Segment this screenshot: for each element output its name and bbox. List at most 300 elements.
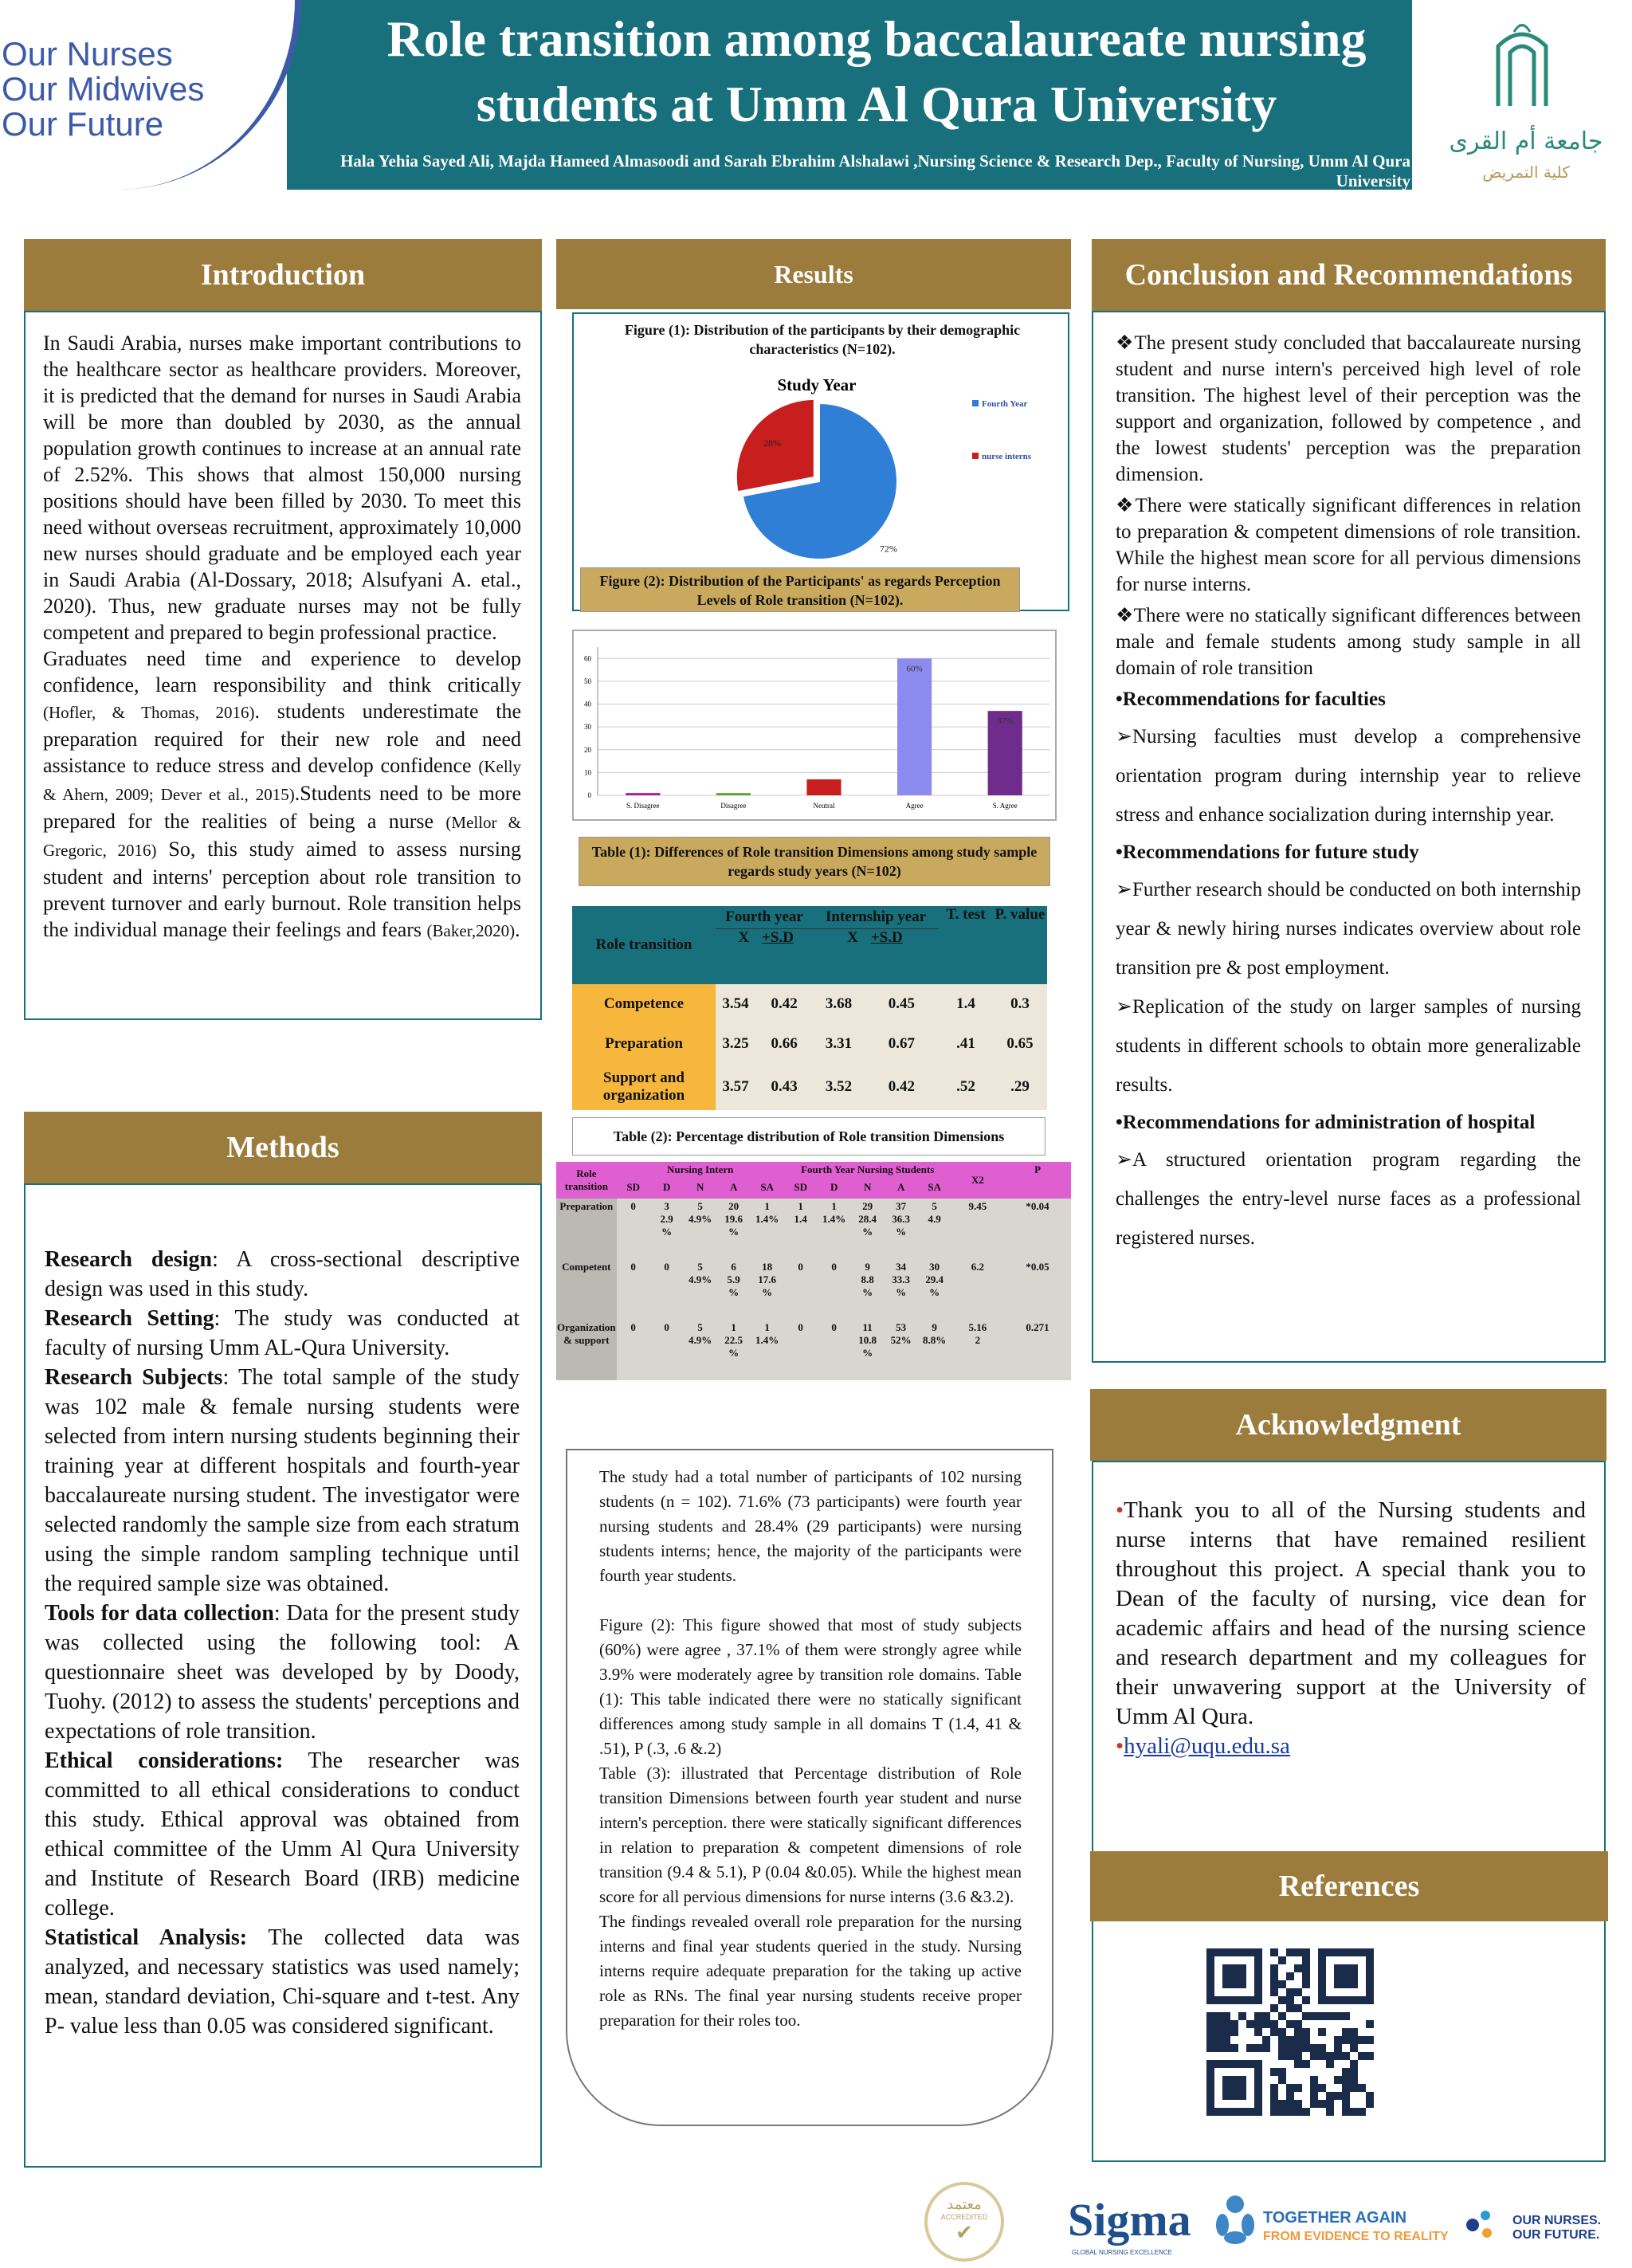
summary-paragraph: The study had a total number of participants of 102 nursing students (n = 102). 71.6% (73 participants) were fourth year nursing students and 28.4% (29 participants) were nursing students interns; hence, the majority of the participants were fourth year students. — [599, 1467, 1022, 1585]
intro-paragraph: In Saudi Arabia, nurses make important contributions to the healthcare sector as healthcare providers. Moreover, it is predicted that the demand for nurses in Saudi Arabia will be more than doubled by 2030, as the annual population growth continues to increase at an annual rate of 2.52%. This shows that almost 150,000 nursing positions should have been filled by 2030. To meet this need without overseas recruitment, approximately 10,000 new nurses should graduate and be employed each year in Saudi Arabia (Al-Dossary, 2018; Alsufyani A. etal., 2020). Thus, new graduate nurses may not be fully competent and prepared to begin professional practice. — [43, 332, 521, 644]
conclusion-text — [1116, 330, 1581, 1258]
qr-module — [1206, 2028, 1214, 2036]
bar — [897, 658, 932, 795]
qr-module — [1294, 2084, 1302, 2092]
summary-paragraph: The findings revealed overall role preparation for the nursing interns and final year students queried in the study. Nursing interns require adequate preparation for the taking up active role as RNs. The final year nursing students receive proper preparation for their roles too. — [599, 1912, 1022, 2030]
figure2-caption: Figure (2): Distribution of the Participants' as regards Perception Levels of Role transition (N=102). — [580, 567, 1020, 612]
table1-cell: 0.67 — [888, 1035, 916, 1052]
bar-data-label: 37% — [997, 716, 1014, 727]
qr-module — [1310, 2100, 1318, 2108]
table1-row — [572, 984, 1047, 1024]
qr-module — [1278, 2108, 1286, 2116]
recommendation-item — [1116, 987, 1581, 1105]
table2-header-fourth: Fourth Year Nursing Students — [801, 1163, 935, 1175]
table2-x2: 5.16 2 — [968, 1321, 987, 1346]
university-name-arabic: جامعة أم القرى — [1449, 128, 1603, 155]
arrow-bullet-icon: ➢ — [1116, 879, 1132, 901]
qr-module — [1302, 2036, 1310, 2044]
qr-module — [1278, 2068, 1286, 2076]
table2-row-label: Organization & support — [556, 1320, 617, 1380]
bar — [626, 793, 660, 795]
qr-module — [1206, 2020, 1214, 2028]
table1-cell: .52 — [956, 1078, 975, 1095]
recommendation-item — [1116, 717, 1581, 834]
qr-module — [1222, 2044, 1230, 2052]
qr-module — [1270, 2108, 1278, 2116]
table1-header-role: Role transition — [595, 936, 692, 953]
table2-subheader: A — [729, 1181, 738, 1193]
table1-header-sd: +S.D — [870, 928, 903, 946]
qr-module — [1334, 2012, 1342, 2020]
method-item — [45, 1306, 520, 1360]
table1-cell: .29 — [1010, 1078, 1030, 1095]
qr-module — [1270, 1988, 1278, 1996]
results-heading: Results — [556, 239, 1071, 309]
table1-header-mean: X — [738, 928, 750, 946]
qr-module — [1342, 2028, 1350, 2036]
table2-cell: 0 — [630, 1261, 636, 1273]
qr-module — [1206, 2036, 1214, 2044]
email-link[interactable]: hyali@uqu.edu.sa — [1124, 1733, 1290, 1759]
table2-cell: 0 — [664, 1261, 669, 1273]
y-tick-label: 10 — [584, 768, 591, 777]
accredited-arabic: معتمد — [947, 2196, 982, 2213]
qr-module — [1366, 2036, 1374, 2044]
qr-module — [1246, 2044, 1254, 2052]
sigma-logo: Sigma — [1068, 2194, 1191, 2246]
qr-module — [1294, 2052, 1302, 2060]
qr-module — [1270, 2068, 1278, 2076]
table1-row — [572, 1064, 1047, 1110]
table1-header-intern: Internship year — [813, 906, 939, 928]
methods-text — [45, 1245, 520, 2041]
table2-cell: 6 5.9 % — [727, 1261, 740, 1298]
method-text: : A cross-sectional descriptive design was used in this study. — [45, 1247, 520, 1301]
poster-title: Role transition among baccalaureate nursing students at Umm Al Qura University — [386, 10, 1367, 132]
qr-module — [1334, 2092, 1342, 2100]
qr-module — [1286, 2052, 1294, 2060]
qr-module — [1366, 2020, 1374, 2028]
table2-row-label: Preparation — [556, 1199, 617, 1259]
faculty-name-arabic: كلية التمريض — [1482, 163, 1570, 182]
recommendation-heading: •Recommendations for future study — [1116, 842, 1419, 863]
table2-x2: 9.45 — [968, 1200, 987, 1212]
qr-module — [1262, 2036, 1270, 2044]
qr-module — [1270, 1972, 1278, 1980]
table2-cell: 29 28.4 % — [858, 1200, 877, 1238]
table1-header-ttest: T. test — [946, 906, 986, 923]
qr-module — [1318, 2100, 1326, 2108]
qr-module — [1358, 2084, 1366, 2092]
qr-module — [1270, 2084, 1278, 2092]
table2-row — [556, 1259, 1071, 1320]
arrow-bullet-icon: ➢ — [1116, 726, 1132, 747]
qr-module — [1286, 2084, 1294, 2092]
table1-cell: 0.65 — [1006, 1035, 1034, 1052]
recommendation-item — [1116, 870, 1581, 987]
x-tick-label: Agree — [905, 802, 924, 810]
qr-module — [1342, 2068, 1350, 2076]
qr-module — [1270, 2092, 1278, 2100]
table2-header-p: P — [1034, 1163, 1042, 1175]
qr-module — [1294, 1964, 1302, 1972]
method-label: Tools for data collection — [45, 1601, 274, 1626]
table2-cell: 34 33.3 % — [892, 1261, 911, 1298]
recommendation-text: Further research should be conducted on both internship year & newly hiring nurses indicates overview about role transition pre & post employment. — [1116, 879, 1582, 979]
qr-module — [1262, 2012, 1270, 2020]
poster-authors: Hala Yehia Sayed Ali, Majda Hameed Almasoodi and Sarah Ebrahim Alshalawi ,Nursing Science & Research Dep., Faculty of Nursing, Umm Al Qura University — [340, 151, 1410, 190]
table2-p: *0.04 — [1026, 1200, 1049, 1212]
table2-cell: 1 1.4% — [755, 1200, 779, 1225]
table2-cell: 5 4.9 — [928, 1200, 941, 1225]
qr-module — [1294, 2036, 1302, 2044]
qr-module — [1214, 2044, 1222, 2052]
method-item — [45, 1247, 520, 1301]
qr-module — [1326, 2012, 1334, 2020]
qr-module — [1214, 2012, 1222, 2020]
qr-module — [1318, 2012, 1326, 2020]
slogan-line: Our Midwives — [2, 70, 205, 108]
table2-subheader: SD — [626, 1181, 640, 1193]
method-label: Research Subjects — [45, 1365, 223, 1390]
figure1-panel — [572, 312, 1069, 611]
qr-module — [1286, 1948, 1294, 1956]
y-tick-label: 40 — [584, 700, 591, 708]
acknowledgment-panel — [1092, 1461, 1606, 2162]
diamond-bullet-icon: ❖ — [1116, 495, 1136, 516]
qr-module — [1294, 1988, 1302, 1996]
qr-module — [1326, 2060, 1334, 2068]
results-summary-box — [566, 1449, 1053, 2126]
qr-module — [1334, 2036, 1342, 2044]
table1-header-pvalue: P. value — [994, 906, 1046, 923]
method-text: : The study was conducted at faculty of nursing Umm AL-Qura University. — [45, 1306, 520, 1360]
table2-subheader: D — [830, 1181, 838, 1193]
qr-module — [1270, 2004, 1278, 2012]
recommendation-text: Replication of the study on larger samples of nursing students in different schools to obtain more generalizable results. — [1116, 996, 1581, 1096]
table1-row-label: Preparation — [572, 1024, 716, 1064]
table2-cell: 9 8.8 % — [861, 1261, 874, 1298]
qr-module — [1286, 2020, 1294, 2028]
our-nurses-line: OUR NURSES. — [1512, 2214, 1602, 2227]
figure1-caption: Figure (1): Distribution of the participants by their demographic characteristics (N=102). — [624, 322, 1021, 357]
intro-paragraph: Graduates need time and experience to develop confidence, learn responsibility and think critically — [43, 647, 521, 696]
bullet-icon: • — [1116, 1497, 1124, 1523]
check-icon: ✔ — [955, 2221, 973, 2244]
method-label: Ethical considerations: — [45, 1748, 284, 1773]
qr-module — [1278, 2028, 1286, 2036]
qr-module — [1302, 1996, 1310, 2004]
qr-module — [1350, 2028, 1358, 2036]
table2-subheader: SA — [928, 1181, 941, 1193]
qr-module — [1278, 1980, 1286, 1988]
intro-paragraph: . — [515, 918, 520, 941]
qr-module — [1214, 2028, 1222, 2036]
qr-module — [1342, 2012, 1350, 2020]
summary-paragraph: Figure (2): This figure showed that most of study subjects (60%) were agree , 37.1% of them were strongly agree while 3.9% were moderately agree by transition role domains. Table (1): This table indicated there were no statically significant differences among study sample in all domains T (1.4, 41 & .51), P (.3, .6 &.2) — [599, 1615, 1022, 1758]
qr-module — [1278, 2044, 1286, 2052]
table2-header-role: Role transition — [564, 1167, 608, 1192]
qr-module — [1302, 1972, 1310, 1980]
campaign-slogan — [2, 37, 273, 142]
qr-module — [1358, 2052, 1366, 2060]
conclusion-bullet — [1116, 602, 1581, 681]
qr-module — [1294, 1948, 1302, 1956]
arrow-bullet-icon: ➢ — [1116, 1149, 1132, 1171]
qr-module — [1222, 2012, 1230, 2020]
qr-module — [1310, 2012, 1318, 2020]
table2-cell: 11 10.8 % — [858, 1321, 877, 1359]
table2-cell: 30 29.4 % — [925, 1261, 944, 1298]
qr-module — [1302, 2060, 1310, 2068]
table2-cell: 1 1.4% — [755, 1321, 779, 1346]
table2-x2: 6.2 — [971, 1261, 985, 1273]
qr-module — [1302, 1948, 1310, 1956]
y-tick-label: 50 — [584, 677, 591, 685]
perception-bar-chart — [574, 631, 1058, 822]
method-item — [45, 1925, 520, 2038]
table2-cell: 18 17.6 % — [758, 1261, 777, 1298]
legend-swatch — [972, 400, 979, 406]
qr-module — [1342, 2100, 1350, 2108]
sigma-tagline: GLOBAL NURSING EXCELLENCE — [1072, 2249, 1172, 2256]
table2-subheader: SA — [760, 1181, 774, 1193]
qr-module — [1286, 1972, 1294, 1980]
conclusion-bullet-text: There were statically significant differences in relation to preparation & competent dimensions of role transition. While the highest mean score for all pervious dimensions for nurse interns. — [1116, 495, 1581, 595]
qr-module — [1270, 1948, 1278, 1956]
qr-finder — [1222, 2076, 1246, 2100]
table2-cell: 0 — [798, 1321, 803, 1333]
evidence-text: FROM EVIDENCE TO REALITY — [1263, 2230, 1449, 2243]
bar — [806, 779, 841, 795]
table2-cell: 1 1.4 — [794, 1200, 807, 1225]
method-label: Statistical Analysis: — [45, 1925, 248, 1950]
qr-module — [1342, 2092, 1350, 2100]
table1-cell: 0.66 — [771, 1035, 798, 1052]
table1-cell: 0.45 — [888, 995, 916, 1012]
qr-module — [1342, 2076, 1350, 2084]
qr-module — [1286, 2044, 1294, 2052]
campaign-logo — [0, 0, 301, 190]
qr-module — [1310, 2044, 1318, 2052]
references-heading: References — [1090, 1851, 1608, 1921]
x-tick-label: Neutral — [813, 802, 835, 810]
qr-module — [1286, 2036, 1294, 2044]
poster-header — [0, 0, 1632, 190]
accredited-label: ACCREDITED — [940, 2213, 988, 2221]
table1-cell: 3.25 — [722, 1035, 749, 1052]
qr-module — [1214, 2036, 1222, 2044]
table1-row — [572, 1024, 1047, 1064]
citation: (Baker,2020) — [426, 921, 516, 940]
qr-module — [1294, 2100, 1302, 2108]
qr-module — [1350, 2068, 1358, 2076]
acknowledgment-heading: Acknowledgment — [1090, 1389, 1606, 1461]
table2-header-x2: X2 — [971, 1174, 984, 1186]
qr-module — [1294, 2028, 1302, 2036]
table1-header-mean: X — [847, 928, 858, 946]
qr-module — [1270, 2100, 1278, 2108]
qr-module — [1278, 1956, 1286, 1964]
qr-module — [1350, 2084, 1358, 2092]
qr-module — [1310, 2076, 1318, 2084]
table2-subheader: N — [863, 1181, 872, 1193]
introduction-text — [43, 330, 521, 944]
table1-header-fourth: Fourth year — [716, 906, 813, 928]
qr-module — [1334, 2044, 1342, 2052]
slogan-line: Our Nurses — [2, 35, 173, 73]
table2-subheader: D — [662, 1181, 671, 1193]
conclusion-bullet-text: There were no statically significant differences between male and female students among study sample in all domain of role transition — [1116, 605, 1581, 679]
methods-heading: Methods — [24, 1112, 542, 1183]
university-emblem-icon — [1490, 14, 1554, 110]
qr-module — [1358, 2108, 1366, 2116]
qr-module — [1342, 2084, 1350, 2092]
qr-module — [1286, 2108, 1294, 2116]
qr-module — [1342, 2036, 1350, 2044]
table1-header-sd: +S.D — [762, 928, 794, 946]
qr-module — [1294, 2108, 1302, 2116]
qr-module — [1366, 2100, 1374, 2108]
qr-module — [1310, 2092, 1318, 2100]
qr-module — [1270, 1964, 1278, 1972]
qr-module — [1206, 2012, 1214, 2020]
together-again-text: TOGETHER AGAIN — [1263, 2209, 1407, 2227]
qr-module — [1342, 2108, 1350, 2116]
table2-header-intern: Nursing Intern — [666, 1163, 734, 1175]
method-text: The collected data was analyzed, and necessary statistics was used namely; mean, standard deviation, Chi-square and t-test. Any P- value less than 0.05 was considered significant. — [45, 1925, 520, 2038]
qr-module — [1334, 2052, 1342, 2060]
results-summary-text — [599, 1465, 1022, 2033]
qr-module — [1342, 2052, 1350, 2060]
method-text: : Data for the present study was collected using the following tool: A questionnaire sheet was developed by by Doody, Tuohy. (2012) to assess the students' perceptions and expectations of role transition. — [45, 1601, 520, 1744]
qr-module — [1318, 2028, 1326, 2036]
qr-module — [1326, 2052, 1334, 2060]
qr-module — [1302, 2028, 1310, 2036]
qr-module — [1350, 2060, 1358, 2068]
introduction-heading: Introduction — [24, 239, 542, 311]
pie-slice-label: 28% — [763, 438, 782, 449]
qr-module — [1278, 1996, 1286, 2004]
table2-row — [556, 1320, 1071, 1380]
table2-cell: 0 — [630, 1321, 636, 1333]
qr-module — [1270, 2020, 1278, 2028]
qr-module — [1318, 2052, 1326, 2060]
qr-module — [1254, 2028, 1262, 2036]
y-tick-label: 20 — [584, 745, 591, 754]
qr-module — [1238, 2012, 1246, 2020]
table1-cell: 0.3 — [1010, 995, 1030, 1012]
qr-module — [1302, 1980, 1310, 1988]
qr-module — [1222, 2020, 1230, 2028]
table2-p: *0.05 — [1026, 1261, 1049, 1273]
qr-module — [1278, 2100, 1286, 2108]
qr-module — [1254, 2020, 1262, 2028]
slogan-line: Our Future — [2, 105, 164, 143]
method-item — [45, 1748, 520, 1921]
table2-cell: 20 19.6 % — [724, 1200, 743, 1238]
qr-module — [1318, 2044, 1326, 2052]
method-label: Research Setting — [45, 1306, 214, 1331]
recommendation-text: Nursing faculties must develop a comprehensive orientation program during internship year to relieve stress and enhance socialization during internship year. — [1116, 726, 1581, 826]
legend-label: nurse interns — [982, 452, 1032, 461]
method-text: The researcher was committed to all ethical considerations to conduct this study. Ethical approval was obtained from ethical committee of the Umm Al Qura University and Institute of Research Board (IRB) medicine college. — [45, 1748, 520, 1921]
pie-title: Study Year — [777, 375, 857, 394]
table2-subheader: A — [896, 1181, 905, 1193]
qr-module — [1334, 2076, 1342, 2084]
qr-module — [1222, 2036, 1230, 2044]
our-nurses-logo — [1512, 2214, 1601, 2242]
table2-cell: 0 — [831, 1261, 837, 1273]
recommendation-heading: •Recommendations for faculties — [1116, 689, 1386, 710]
qr-module — [1286, 1988, 1294, 1996]
qr-module — [1278, 2036, 1286, 2044]
qr-module — [1350, 2076, 1358, 2084]
qr-module — [1302, 2044, 1310, 2052]
intro-paragraph: So, this study aimed to assess nursing student and interns' perception about role transition to prevent turnover and early burnout. Role transition helps the individual manage their feelings and fears — [43, 838, 522, 941]
table2-caption: Table (2): Percentage distribution of Role transition Dimensions — [572, 1117, 1046, 1156]
qr-module — [1230, 2044, 1238, 2052]
table2-cell: 5 4.9% — [688, 1200, 712, 1225]
qr-module — [1206, 2044, 1214, 2052]
introduction-panel — [24, 311, 542, 1020]
table2-cell: 9 8.8% — [923, 1321, 947, 1346]
qr-finder — [1222, 1964, 1246, 1988]
table1-cell: 0.42 — [771, 995, 798, 1012]
qr-module — [1270, 2028, 1278, 2036]
table1-row-label: Competence — [572, 984, 716, 1024]
recommendation-text: A structured orientation program regarding the challenges the entry-level nurse faces as a professional registered nurses. — [1116, 1149, 1581, 1249]
university-logo — [1414, 0, 1632, 190]
qr-module — [1230, 2020, 1238, 2028]
method-label: Research design — [45, 1247, 213, 1272]
qr-module — [1302, 2108, 1310, 2116]
citation: (Hofler, & Thomas, 2016) — [43, 703, 255, 722]
qr-module — [1286, 2004, 1294, 2012]
pie-slice-label: 72% — [879, 543, 897, 555]
diamond-bullet-icon: ❖ — [1116, 332, 1135, 354]
table2-cell: 3 2.9 % — [660, 1200, 673, 1238]
table2-row-label: Competent — [556, 1259, 617, 1320]
table1-row-label: Support and organization — [572, 1064, 716, 1110]
accredited-badge — [924, 2182, 1004, 2262]
qr-module — [1270, 1980, 1278, 1988]
x-tick-label: S. Disagree — [626, 802, 660, 810]
table1-cell: .41 — [956, 1035, 975, 1052]
qr-module — [1286, 2100, 1294, 2108]
table2-cell: 0 — [798, 1261, 803, 1273]
table2-subheader: N — [696, 1181, 704, 1193]
method-text: : The total sample of the study was 102 male & female nursing students were selected from intern nursing students beginning their training year at different hospitals and fourth-year baccalaureate nursing student. The investigator were selected randomly the sample size from each stratum using the simple random sampling technique until the required sample size was obtained. — [45, 1365, 520, 1596]
qr-module — [1310, 2052, 1318, 2060]
qr-module — [1214, 2020, 1222, 2028]
table2-cell: 0 — [664, 1321, 669, 1333]
table2-cell: 5 4.9% — [688, 1321, 712, 1346]
qr-module — [1286, 2092, 1294, 2100]
table1-cell: 3.68 — [825, 995, 853, 1012]
references-qr-code[interactable] — [1206, 1948, 1414, 2116]
our-future-line: OUR FUTURE. — [1512, 2228, 1600, 2242]
qr-module — [1358, 2036, 1366, 2044]
acknowledgment-message: Thank you to all of the Nursing students and nurse interns that have remained resilient throughout this project. A special thank you to Dean of the faculty of nursing, vice dean for academic affairs and head of the nursing science and research department and my colleagues for their unwavering support at the University of Umm Al Qura. — [1116, 1497, 1586, 1729]
citation: (Kelly & Ahern, 2009; Dever et al., 2015) — [43, 757, 521, 804]
qr-module — [1294, 2020, 1302, 2028]
conclusion-bullet-text: The present study concluded that baccalaureate nursing student and nurse intern's perceived high level of role transition. The highest level of their perception was the support and organization, followed by competence , and the lowest students' perception was the preparation dimension. — [1116, 332, 1581, 485]
table1-role-transition — [572, 906, 1047, 1110]
y-tick-label: 60 — [584, 654, 591, 663]
qr-module — [1350, 2036, 1358, 2044]
table2-cell: 53 52% — [890, 1321, 912, 1346]
